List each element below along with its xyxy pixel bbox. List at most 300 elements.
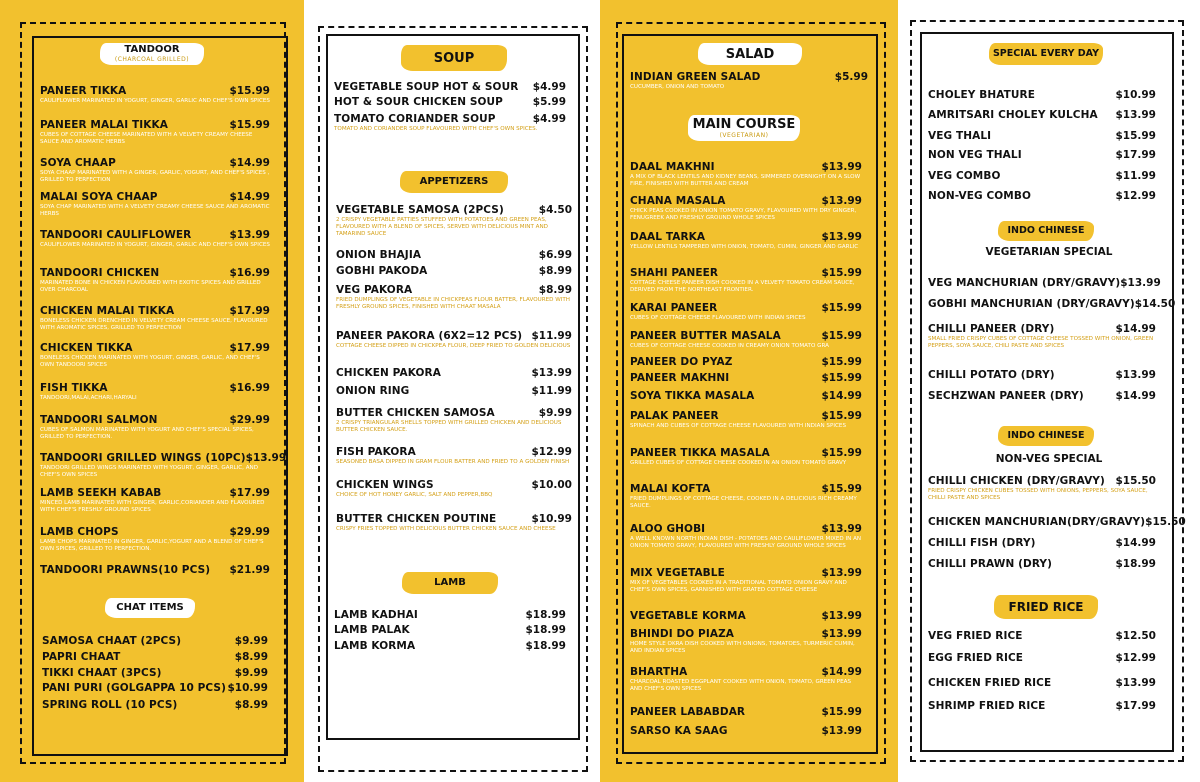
menu-item	[630, 567, 862, 594]
menu-item-name: CHILLI CHICKEN (DRY/GRAVY)	[928, 475, 1105, 487]
menu-item-name: BUTTER CHICKEN SAMOSA	[336, 407, 495, 419]
menu-item-price: $13.99	[821, 523, 862, 535]
menu-item-name: VEG FRIED RICE	[928, 630, 1023, 642]
menu-item-row	[630, 483, 862, 495]
menu-item-row	[40, 157, 270, 169]
menu-item-price: $13.99	[245, 452, 287, 464]
menu-item-price: $8.99	[234, 699, 268, 711]
menu-item-row	[336, 284, 572, 296]
menu-item-row	[928, 700, 1156, 712]
menu-item-description: CUBES OF COTTAGE CHEESE MARINATED WITH A VELVETY CREAMY CHEESE SAUCE AND AROMATIC HERBS	[40, 132, 253, 145]
menu-item-name: HOT & SOUR CHICKEN SOUP	[334, 96, 503, 108]
menu-item-price: $6.99	[538, 249, 572, 261]
menu-item-price: $9.99	[234, 667, 268, 679]
menu-item	[928, 677, 1156, 689]
menu-item-name: CHILLI POTATO (DRY)	[928, 369, 1055, 381]
menu-item-row	[336, 407, 572, 419]
menu-item-row	[336, 330, 572, 342]
menu-item-row	[40, 191, 270, 203]
menu-item-name: DAAL MAKHNI	[630, 161, 715, 173]
menu-item-price: $8.99	[234, 651, 268, 663]
menu-item-price: $14.99	[1115, 537, 1156, 549]
menu-item-name: PANEER LABABDAR	[630, 706, 746, 718]
menu-item-name: LAMB SEEKH KABAB	[40, 487, 162, 499]
menu-item-price: $12.99	[1115, 652, 1156, 664]
menu-item-name: SOYA TIKKA MASALA	[630, 390, 755, 402]
menu-item-description: MARINATED BONE IN CHICKEN FLAVOURED WITH EXOTIC SPICES AND GRILLED OVER CHARCOAL	[40, 280, 261, 293]
menu-item-price: $14.99	[229, 191, 270, 203]
menu-item-price: $14.99	[821, 390, 862, 402]
menu-item-price: $15.99	[821, 302, 862, 314]
section-title: CHAT ITEMS	[116, 602, 184, 613]
section-banner-indo-chinese	[998, 426, 1094, 446]
menu-item	[334, 609, 566, 621]
menu-item-row	[40, 305, 270, 317]
menu-item	[336, 330, 572, 350]
menu-item-name: TANDOORI PRAWNS(10 PCS)	[40, 564, 211, 576]
menu-item	[630, 356, 862, 368]
menu-item-description: TANDOORI GRILLED WINGS MARINATED WITH YOGURT, GINGER, GARLIC, AND CHEF'S OWN SPICES	[40, 465, 259, 478]
menu-item	[40, 342, 270, 369]
menu-item	[42, 667, 268, 679]
menu-item	[40, 305, 270, 332]
menu-item	[334, 113, 566, 133]
menu-item	[928, 537, 1156, 549]
section-title: SALAD	[725, 46, 775, 62]
menu-item	[928, 475, 1156, 502]
menu-item-description: MIX OF VEGETABLES COOKED IN A TRADITIONAL TOMATO ONION GRAVY AND CHEF'S OWN SPICES, GARNISHED WITH GRATED COTTAGE CHEESE	[630, 580, 847, 593]
menu-item-price: $16.99	[229, 267, 270, 279]
menu-item-row	[40, 564, 270, 576]
menu-item-name: DAAL TARKA	[630, 231, 706, 243]
menu-item	[40, 452, 287, 479]
menu-item-row	[336, 367, 572, 379]
menu-item-row	[334, 96, 566, 108]
menu-item-row	[928, 277, 1161, 289]
menu-item	[334, 640, 566, 652]
menu-item-name: TOMATO CORIANDER SOUP	[334, 113, 496, 125]
menu-item	[630, 231, 862, 251]
menu-item-description: FRIED DUMPLINGS OF VEGETABLE IN CHICKPEAS FLOUR BATTER, FLAVOURED WITH FRESHLY GROUND SPICES, FINISHED WITH CHAAT MASALA	[336, 297, 571, 310]
menu-item	[630, 390, 862, 402]
menu-item	[42, 682, 268, 694]
section-banner-indo-chinese	[998, 221, 1094, 241]
menu-item	[40, 526, 270, 553]
menu-item	[336, 367, 572, 379]
menu-item-price: $15.99	[821, 330, 862, 342]
section-subtitle: (VEGETARIAN)	[719, 131, 769, 139]
menu-item-price: $14.99	[1115, 323, 1156, 335]
menu-item-name: PANEER DO PYAZ	[630, 356, 733, 368]
menu-item-name: EGG FRIED RICE	[928, 652, 1024, 664]
menu-item	[928, 109, 1156, 121]
menu-item-price: $18.99	[525, 609, 566, 621]
menu-item-price: $13.99	[1115, 677, 1156, 689]
menu-item-description: CRISPY FRIES TOPPED WITH DELICIOUS BUTTER CHICKEN SAUCE AND CHEESE	[336, 526, 556, 532]
menu-item-description: SOYA CHAP MARINATED WITH A VELVETY CREAMY CHEESE SAUCE AND AROMATIC HERBS	[40, 204, 270, 217]
menu-item-price: $11.99	[1115, 170, 1156, 182]
menu-item	[40, 414, 270, 441]
menu-item-row	[630, 390, 862, 402]
menu-item-row	[630, 567, 862, 579]
menu-item	[928, 630, 1156, 642]
menu-item-name: AMRITSARI CHOLEY KULCHA	[928, 109, 1098, 121]
menu-item-row	[630, 410, 862, 422]
menu-item-price: $8.99	[538, 265, 572, 277]
menu-item-price: $13.99	[821, 567, 862, 579]
menu-item	[630, 410, 862, 430]
menu-item-name: SOYA CHAAP	[40, 157, 116, 169]
menu-item	[336, 265, 572, 277]
section-title: MAIN COURSE	[692, 116, 796, 132]
menu-item-price: $15.99	[229, 85, 270, 97]
menu-item-price: $13.99	[1115, 109, 1156, 121]
menu-item-name: GOBHI PAKODA	[336, 265, 428, 277]
menu-item-description: CUBES OF COTTAGE CHEESE COOKED IN CREAMY ONION TOMATO GRA	[630, 343, 829, 349]
menu-item-row	[40, 267, 270, 279]
menu-item	[928, 130, 1156, 142]
menu-item	[630, 706, 862, 718]
menu-item	[334, 96, 566, 108]
menu-item-price: $9.99	[538, 407, 572, 419]
menu-item-description: CHOICE OF HOT HONEY GARLIC, SALT AND PEPPER,BBQ	[336, 492, 493, 498]
menu-item-name: TANDOORI SALMON	[40, 414, 158, 426]
menu-item	[336, 385, 572, 397]
menu-item-row	[334, 113, 566, 125]
menu-item-price: $17.99	[229, 305, 270, 317]
menu-item-name: VEG MANCHURIAN (DRY/GRAVY)	[928, 277, 1121, 289]
menu-item-name: CHICKEN PAKORA	[336, 367, 441, 379]
menu-item-row	[928, 298, 1176, 310]
menu-item-price: $15.99	[821, 706, 862, 718]
menu-item	[630, 610, 862, 622]
section-banner-tandoor	[100, 43, 204, 65]
menu-item-row	[928, 475, 1156, 487]
menu-item-name: PANEER MALAI TIKKA	[40, 119, 168, 131]
menu-item	[630, 71, 868, 91]
menu-item-price: $8.99	[538, 284, 572, 296]
menu-item-name: SHRIMP FRIED RICE	[928, 700, 1046, 712]
menu-item-name: CHOLEY BHATURE	[928, 89, 1035, 101]
menu-item-name: VEG THALI	[928, 130, 992, 142]
menu-item	[336, 249, 572, 261]
menu-item-name: VEG COMBO	[928, 170, 1001, 182]
menu-item-row	[928, 109, 1156, 121]
menu-item-row	[928, 558, 1156, 570]
menu-item-price: $17.99	[229, 342, 270, 354]
menu-item-description: SEASONED BASA DIPPED IN GRAM FLOUR BATTER AND FRIED TO A GOLDEN FINISH	[336, 459, 570, 465]
menu-item-price: $18.99	[525, 624, 566, 636]
menu-item	[630, 523, 862, 550]
menu-item-price: $11.99	[531, 385, 572, 397]
section-title: SPECIAL EVERY DAY	[992, 48, 1100, 60]
menu-item	[928, 298, 1176, 310]
section-banner-appetizers	[400, 171, 508, 193]
menu-item-price: $13.99	[531, 367, 572, 379]
section-banner-lamb	[402, 572, 498, 594]
menu-item-row	[630, 267, 862, 279]
menu-item-price: $4.50	[538, 204, 572, 216]
menu-item-description: SMALL FRIED CRISPY CUBES OF COTTAGE CHEESE TOSSED WITH ONION, GREEN PEPPERS, SOYA SAUCE, CHILI PASTE AND SPICES	[928, 336, 1154, 349]
menu-item-description: CUCUMBER, ONION AND TOMATO	[630, 84, 725, 90]
menu-item-name: CHILLI PANEER (DRY)	[928, 323, 1055, 335]
menu-item-row	[336, 249, 572, 261]
menu-panel-3	[600, 0, 898, 782]
menu-item-name: PANEER TIKKA	[40, 85, 127, 97]
menu-item	[336, 407, 572, 434]
menu-item-row	[40, 414, 270, 426]
menu-item-row	[928, 516, 1186, 528]
menu-item	[630, 195, 862, 222]
menu-item-price: $18.99	[1115, 558, 1156, 570]
menu-item-name: MALAI KOFTA	[630, 483, 711, 495]
menu-item-name: ONION BHAJIA	[336, 249, 422, 261]
menu-item-row	[40, 487, 270, 499]
menu-item-name: TIKKI CHAAT (3PCS)	[42, 667, 162, 679]
menu-item-price: $13.99	[821, 231, 862, 243]
menu-item	[40, 267, 270, 294]
section-title: LAMB	[434, 577, 466, 588]
menu-item	[928, 558, 1156, 570]
menu-item-row	[40, 229, 270, 241]
menu-item-price: $10.99	[1115, 89, 1156, 101]
menu-item	[336, 479, 572, 499]
menu-item-description: TANDOORI,MALAI,ACHARI,HARYALI	[40, 395, 137, 401]
menu-item	[630, 666, 862, 693]
menu-item-price: $13.99	[821, 195, 862, 207]
menu-item-price: $13.99	[229, 229, 270, 241]
menu-item-description: COTTAGE CHEESE DIPPED IN CHICKPEA FLOUR, DEEP FRIED TO GOLDEN DELICIOUS	[336, 343, 571, 349]
menu-item-price: $13.99	[821, 628, 862, 640]
menu-item-price: $12.50	[1115, 630, 1156, 642]
menu-item-name: CHICKEN WINGS	[336, 479, 434, 491]
menu-item-name: INDIAN GREEN SALAD	[630, 71, 761, 83]
menu-item-row	[334, 609, 566, 621]
menu-item	[40, 229, 270, 249]
menu-item-name: NON-VEG COMBO	[928, 190, 1031, 202]
menu-item-price: $12.99	[531, 446, 572, 458]
menu-item-description: CAULIFLOWER MARINATED IN YOGURT, GINGER, GARLIC AND CHEF'S OWN SPICES	[40, 242, 270, 248]
menu-item-description: CUBES OF SALMON MARINATED WITH YOGURT AND CHEF'S SPECIAL SPICES, GRILLED TO PERFECTION.	[40, 427, 254, 440]
menu-item-row	[928, 323, 1156, 335]
menu-item-row	[336, 385, 572, 397]
menu-item-description: MINCED LAMB MARINATED WITH GINGER, GARLIC,CORIANDER AND FLAVOURED WITH CHEF'S FRESHLY GROUND SPICES	[40, 500, 265, 513]
menu-item-row	[40, 382, 270, 394]
menu-item-price: $15.99	[821, 372, 862, 384]
menu-item-price: $13.99	[821, 725, 862, 737]
menu-item-name: PANEER BUTTER MASALA	[630, 330, 781, 342]
menu-item-row	[928, 89, 1156, 101]
section-title: APPETIZERS	[419, 176, 489, 187]
menu-item-name: KARAI PANEER	[630, 302, 718, 314]
menu-item-price: $14.50	[1134, 298, 1176, 310]
menu-item-row	[40, 342, 270, 354]
menu-item-row	[42, 635, 268, 647]
menu-item-name: ONION RING	[336, 385, 410, 397]
menu-item-price: $15.50	[1115, 475, 1156, 487]
section-banner-main-course	[688, 115, 800, 141]
menu-item-row	[630, 610, 862, 622]
menu-item-row	[40, 452, 287, 464]
menu-item-name: CHICKEN FRIED RICE	[928, 677, 1052, 689]
menu-item-row	[630, 725, 862, 737]
menu-item-description: SPINACH AND CUBES OF COTTAGE CHEESE FLAVOURED WITH INDIAN SPICES	[630, 423, 846, 429]
menu-item-description: YELLOW LENTILS TAMPERED WITH ONION, TOMATO, CUMIN, GINGER AND GARLIC	[630, 244, 859, 250]
menu-item-name: BHINDI DO PIAZA	[630, 628, 735, 640]
menu-item-price: $10.99	[227, 682, 268, 694]
menu-item-row	[928, 170, 1156, 182]
menu-item-description: 2 CRISPY VEGETABLE PATTIES STUFFED WITH POTATOES AND GREEN PEAS, FLAVOURED WITH A BLEND OF SPICES, SERVED WITH DELICIOUS MINT AND TAMARIND SAUCE	[336, 217, 548, 237]
menu-item-row	[630, 447, 862, 459]
menu-item-price: $16.99	[229, 382, 270, 394]
menu-item-name: MIX VEGETABLE	[630, 567, 725, 579]
menu-item-name: PANEER TIKKA MASALA	[630, 447, 770, 459]
menu-item	[630, 330, 862, 350]
menu-item-description: A WELL KNOWN NORTH INDIAN DISH - POTATOES AND CAULIFLOWER MIXED IN AN ONION TOMATO GRAVY, FLAVOURED WITH FRESHLY GROUND WHOLE SPICES	[630, 536, 862, 549]
menu-item	[630, 161, 862, 188]
section-title: TANDOOR	[124, 44, 180, 55]
menu-item	[40, 382, 270, 402]
menu-item	[40, 191, 270, 218]
menu-item	[42, 635, 268, 647]
menu-item	[928, 149, 1156, 161]
menu-item-name: CHICKEN MALAI TIKKA	[40, 305, 175, 317]
menu-item-name: SECHZWAN PANEER (DRY)	[928, 390, 1084, 402]
menu-item-price: $13.99	[821, 161, 862, 173]
menu-item	[630, 267, 862, 294]
menu-item	[928, 700, 1156, 712]
menu-item-price: $5.99	[532, 96, 566, 108]
menu-item-price: $15.50	[1145, 516, 1186, 528]
menu-item-price: $15.99	[229, 119, 270, 131]
menu-item-row	[336, 265, 572, 277]
menu-item-price: $15.99	[1115, 130, 1156, 142]
menu-item-name: PAPRI CHAAT	[42, 651, 121, 663]
menu-item-description: CUBES OF COTTAGE CHEESE FLAVOURED WITH INDIAN SPICES	[630, 315, 806, 321]
menu-item-description: CAULIFLOWER MARINATED IN YOGURT, GINGER, GARLIC AND CHEF'S OWN SPICES	[40, 98, 270, 104]
section-subtitle: (CHARCOAL GRILLED)	[114, 56, 190, 63]
menu-item-row	[42, 682, 268, 694]
menu-item-name: MALAI SOYA CHAAP	[40, 191, 158, 203]
menu-item-row	[928, 537, 1156, 549]
section-banner-soup	[401, 45, 507, 71]
menu-item-description: FRIED DUMPLINGS OF COTTAGE CHEESE, COOKED IN A DELICIOUS RICH CREAMY SAUCE.	[630, 496, 857, 509]
menu-item-row	[336, 446, 572, 458]
menu-item-name: LAMB PALAK	[334, 624, 410, 636]
menu-item-price: $15.99	[821, 483, 862, 495]
menu-item-description: 2 CRISPY TRIANGULAR SHELLS TOPPED WITH GRILLED CHICKEN AND DELICIOUS BUTTER CHICKEN SAUCE.	[336, 420, 562, 433]
menu-item	[928, 390, 1156, 402]
menu-item-price: $29.99	[229, 414, 270, 426]
menu-item-price: $13.99	[1120, 277, 1161, 289]
menu-item-name: VEGETABLE KORMA	[630, 610, 746, 622]
menu-item-row	[336, 513, 572, 525]
menu-item-name: SPRING ROLL (10 PCS)	[42, 699, 178, 711]
menu-item-price: $15.99	[821, 410, 862, 422]
menu-item-name: VEGETABLE SOUP HOT & SOUR	[334, 81, 519, 93]
menu-item-name: CHILLI PRAWN (DRY)	[928, 558, 1053, 570]
menu-item-price: $4.99	[532, 113, 566, 125]
menu-item	[928, 277, 1161, 289]
menu-item-row	[630, 356, 862, 368]
menu-item-description: COTTAGE CHEESE PANEER DISH COOKED IN A VELVETY TOMATO CREAM SAUCE, DERIVED FROM THE NORTHEAST FRONTIER.	[630, 280, 855, 293]
menu-item-row	[928, 390, 1156, 402]
menu-item-description: FRIED CRISPY CHICKEN CUBES TOSSED WITH ONIONS, PEPPERS, SOYA SAUCE, CHILLI PASTE AND SPICES	[928, 488, 1148, 501]
menu-item	[40, 564, 270, 576]
menu-item-price: $10.00	[531, 479, 572, 491]
menu-item-price: $14.99	[821, 666, 862, 678]
menu-item-price: $18.99	[525, 640, 566, 652]
menu-panel-4	[898, 0, 1200, 782]
menu-item-row	[630, 71, 868, 83]
menu-item-row	[928, 369, 1156, 381]
menu-item-name: TANDOORI CHICKEN	[40, 267, 160, 279]
menu-item-row	[334, 640, 566, 652]
menu-item-row	[42, 667, 268, 679]
menu-item-row	[336, 204, 572, 216]
menu-item	[336, 204, 572, 238]
menu-item-row	[630, 372, 862, 384]
menu-item-row	[42, 699, 268, 711]
menu-item-name: VEG PAKORA	[336, 284, 413, 296]
menu-item-description: BONELESS CHICKEN MARINATED WITH YOGURT, GINGER, GARLIC, AND CHEF'S OWN TANDOORI SPICES	[40, 355, 260, 368]
menu-item-description: TOMATO AND CORIANDER SOUP FLAVOURED WITH CHEF'S OWN SPICES.	[334, 126, 538, 132]
menu-item-row	[630, 330, 862, 342]
menu-item-name: ALOO GHOBI	[630, 523, 706, 535]
menu-item	[928, 89, 1156, 101]
menu-item-name: LAMB KORMA	[334, 640, 416, 652]
menu-item-row	[40, 526, 270, 538]
menu-item-name: BUTTER CHICKEN POUTINE	[336, 513, 497, 525]
menu-item-price: $15.99	[821, 356, 862, 368]
menu-item-row	[630, 628, 862, 640]
menu-item-description: SOYA CHAAP MARINATED WITH A GINGER, GARLIC, YOGURT, AND CHEF'S SPICES , GRILLED TO PERFECTION	[40, 170, 270, 183]
section-title: FRIED RICE	[1008, 600, 1084, 614]
menu-item-name: PALAK PANEER	[630, 410, 719, 422]
menu-item-price: $12.99	[1115, 190, 1156, 202]
section-title: INDO CHINESE	[1007, 225, 1085, 237]
menu-item-description: A MIX OF BLACK LENTILS AND KIDNEY BEANS, SIMMERED OVERNIGHT ON A SLOW FIRE, FINISHED WITH BUTTER AND CREAM	[630, 174, 861, 187]
section-subheading: NON-VEG SPECIAL	[995, 453, 1103, 465]
menu-item-row	[928, 652, 1156, 664]
menu-item-name: CHICKEN TIKKA	[40, 342, 133, 354]
menu-item-row	[630, 231, 862, 243]
menu-item-name: VEGETABLE SAMOSA (2PCS)	[336, 204, 504, 216]
menu-item	[630, 483, 862, 510]
menu-item-name: LAMB CHOPS	[40, 526, 119, 538]
menu-item	[630, 447, 862, 467]
menu-item-name: PANI PURI (GOLGAPPA 10 PCS)	[42, 682, 226, 694]
menu-item-row	[630, 706, 862, 718]
menu-item-price: $5.99	[834, 71, 868, 83]
menu-item-name: CHANA MASALA	[630, 195, 726, 207]
menu-item-price: $10.99	[531, 513, 572, 525]
menu-item-name: NON VEG THALI	[928, 149, 1022, 161]
menu-item	[40, 119, 270, 146]
section-banner-fried-rice	[994, 595, 1098, 619]
menu-item-row	[630, 523, 862, 535]
menu-item-row	[40, 119, 270, 131]
menu-item-row	[630, 302, 862, 314]
menu-item	[42, 699, 268, 711]
menu-item-price: $17.99	[1115, 700, 1156, 712]
menu-item-name: CHILLI FISH (DRY)	[928, 537, 1036, 549]
menu-item-row	[334, 624, 566, 636]
menu-item	[928, 516, 1186, 528]
menu-item-description: HOME STYLE OKRA DISH COOKED WITH ONIONS, TOMATOES, TURMERIC CUMIN, AND INDIAN SPICES	[630, 641, 855, 654]
menu-item-price: $29.99	[229, 526, 270, 538]
menu-item-row	[630, 195, 862, 207]
